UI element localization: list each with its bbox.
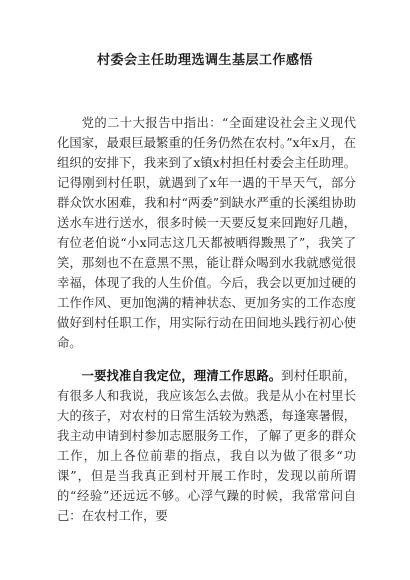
body-paragraph-2 [57, 366, 356, 526]
body-paragraph-1 [57, 113, 356, 353]
paragraph-1-text: 党的二十大报告中指出：“全面建设社会主义现代化国家，最艰巨最繁重的任务仍然在农村。”x年x月，在组织的安排下，我来到了x镇x村担任村委会主任助理。记得刚到村任职，就遇到了x年一遇的干旱天气，部分群众饮水困难，我和村“两委”到缺水严重的长溪组协助送水车进行送水，很多时候一天要反复来回跑好几趟，有位老伯说“小x同志这几天都被晒得黢黑了”，我笑了笑，那刻也不在意黑不黑，能让群众喝到水我就感觉很幸福，体现了我的人生价值。今后，我会以更加过硬的工作作风、更加饱满的精神状态、更加务实的工作态度做好到村任职工作，用实际行动在田间地头践行初心使命。 [57, 116, 356, 350]
paragraph-2-text: 到村任职前，有很多人和我说，我应该怎么去做。我是从小在村里长大的孩子，对农村的日常生活较为熟悉，每逢寒暑假，我主动申请到村参加志愿服务工作，了解了更多的群众工作，加上各位前辈的指点，我自以为做了很多“功课”，但是当我真正到村开展工作时，发现以前所谓的“经验”还远远不够。心浮气躁的时候，我常常问自己：在农村工作，要 [57, 369, 356, 523]
paragraph-2-lead-sentence: 一要找准自我定位，理清工作思路。 [81, 368, 282, 383]
document-title: 村委会主任助理选调生基层工作感悟 [96, 53, 313, 68]
